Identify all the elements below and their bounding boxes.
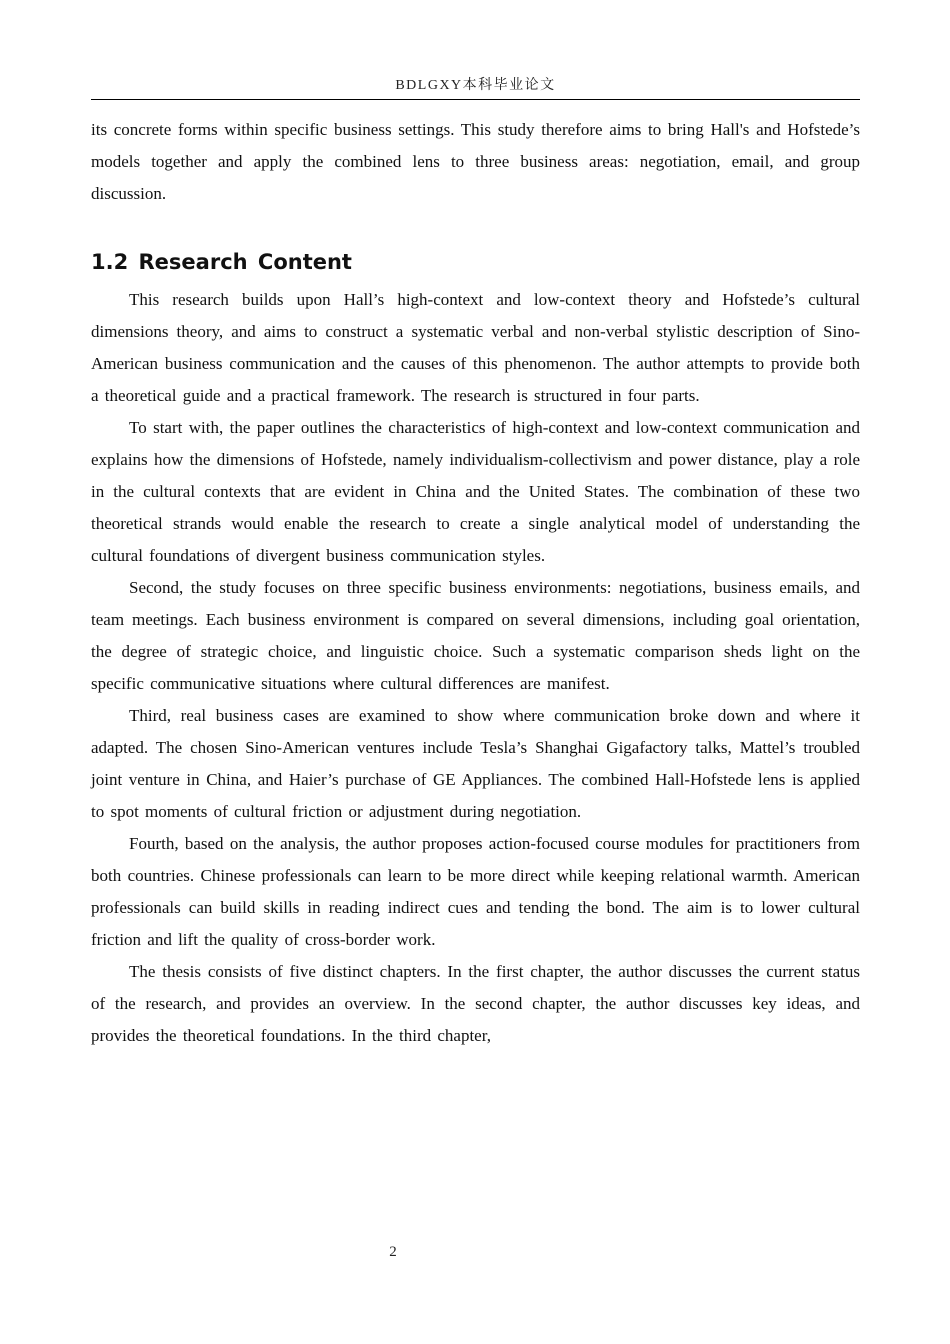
paragraph-thesis-structure: The thesis consists of five distinct chapters. In the first chapter, the author discusses the current status of the research, and provides an overview. In the second chapter, the author discusses key ideas, and provides the theoretical foundations. In the third chapter, — [91, 962, 860, 1045]
running-header: BDLGXY本科毕业论文 — [395, 78, 556, 93]
continuation-paragraph: its concrete forms within specific business settings. This study therefore aims to bring Hall's and Hofstede’s models together and apply the combined lens to three business areas: negotiation, email, and group discussion. — [91, 120, 860, 203]
paragraph-second-part: Second, the study focuses on three specific business environments: negotiations, business emails, and team meetings. Each business environment is compared on several dimensions, including goal orientation, the degree of strategic choice, and linguistic choice. Such a systematic comparison sheds light on the specific communicative situations where cultural differences are manifest. — [91, 578, 860, 693]
paragraph-first-part: To start with, the paper outlines the characteristics of high-context and low-context communication and explains how the dimensions of Hofstede, namely individualism-collectivism and power distance, play a role in the cultural contexts that are evident in China and the United States. The combination of these two theoretical strands would enable the research to create a single analytical model of understanding the cultural foundations of divergent business communication styles. — [91, 418, 860, 565]
paragraph-intro: This research builds upon Hall’s high-context and low-context theory and Hofstede’s cultural dimensions theory, and aims to construct a systematic verbal and non-verbal stylistic description of Sino-American business communication and the causes of this phenomenon. The author attempts to provide both a theoretical guide and a practical framework. The research is structured in four parts. — [91, 290, 860, 405]
header-rule — [91, 99, 860, 100]
paragraph-fourth-part: Fourth, based on the analysis, the author proposes action-focused course modules for practitioners from both countries. Chinese professionals can learn to be more direct while keeping relational warmth. American professionals can build skills in reading indirect cues and tending the bond. The aim is to lower cultural friction and lift the quality of cross-border work. — [91, 834, 860, 949]
page-number: 2 — [389, 1244, 397, 1260]
section-heading — [91, 246, 860, 278]
section-number: 1.2 — [91, 250, 129, 274]
paragraph-third-part: Third, real business cases are examined to show where communication broke down and where it adapted. The chosen Sino-American ventures include Tesla’s Shanghai Gigafactory talks, Mattel’s troubled joint venture in China, and Haier’s purchase of GE Appliances. The combined Hall-Hofstede lens is applied to spot moments of cultural friction or adjustment during negotiation. — [91, 706, 860, 821]
section-title: Research Content — [138, 250, 352, 274]
page-body — [91, 114, 860, 1052]
